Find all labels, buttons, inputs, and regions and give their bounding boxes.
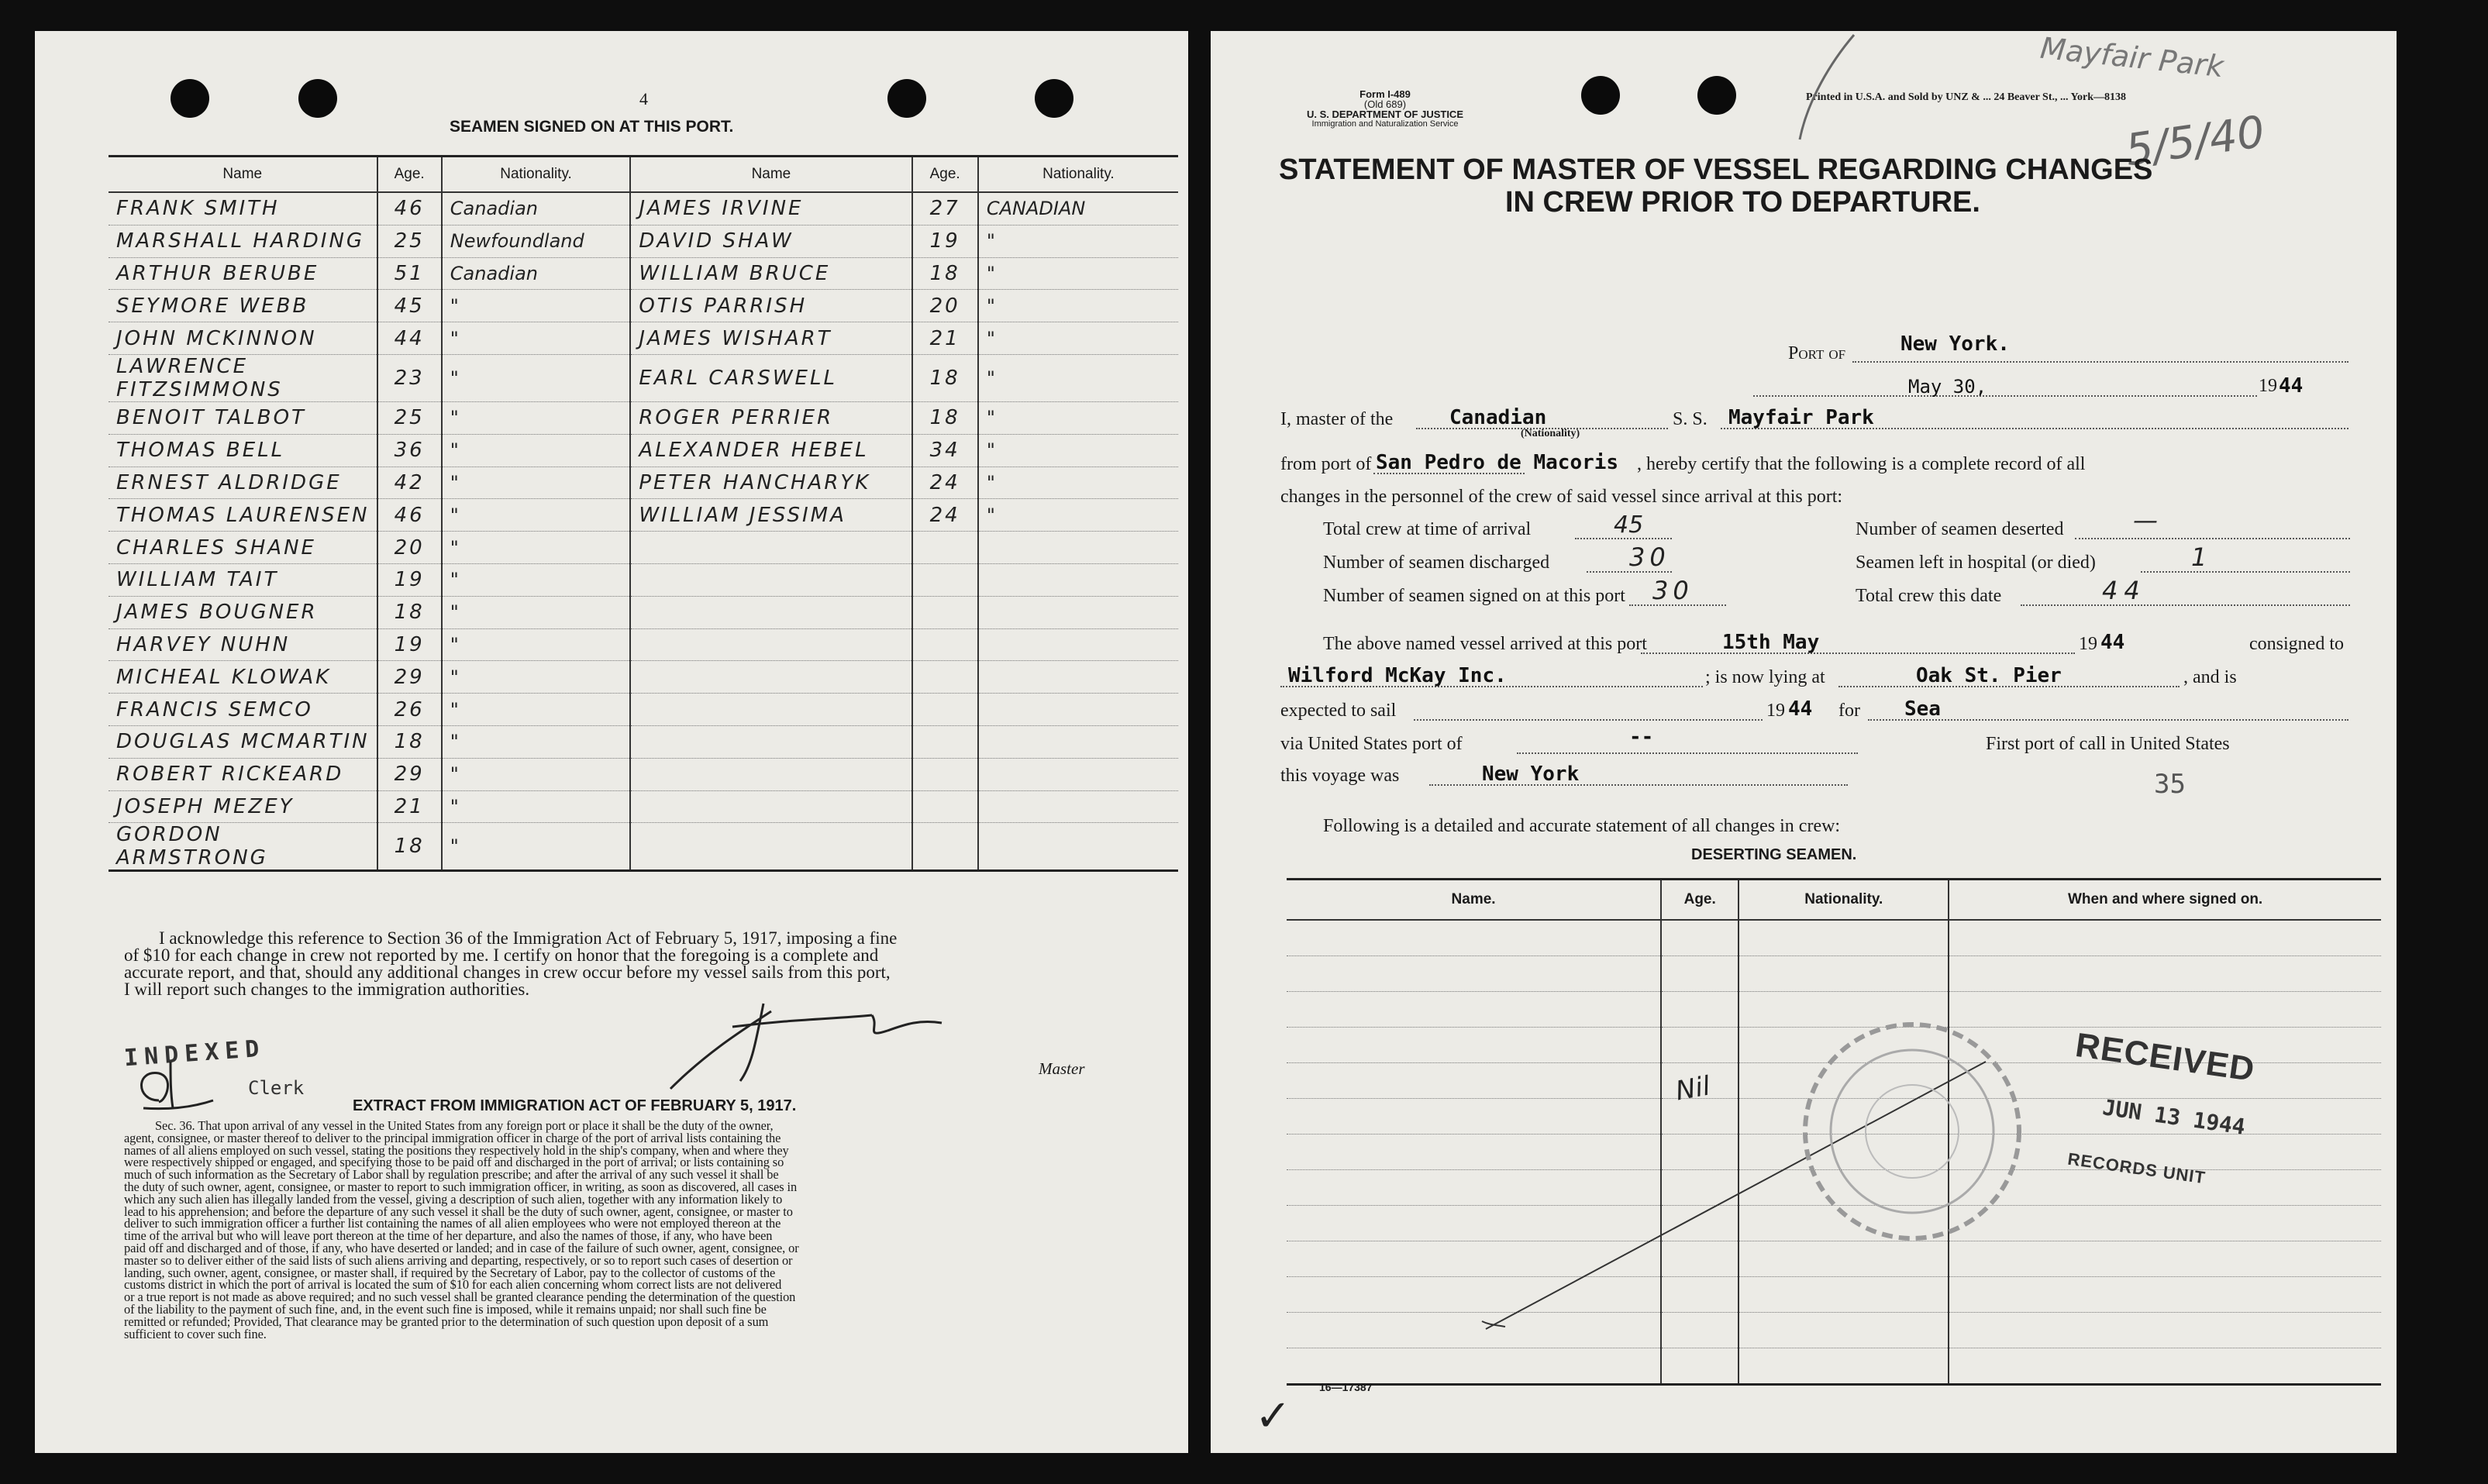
acknowledgement-line: I will report such changes to the immigration authorities. <box>124 980 530 999</box>
seaman-nationality: " <box>978 434 1178 467</box>
table-row <box>109 596 1178 628</box>
seaman-name: ARTHUR BERUBE <box>109 257 377 290</box>
section-36-text <box>124 1120 799 1340</box>
seaman-name: JAMES WISHART <box>630 322 911 355</box>
section-36-line: agent, consignee, or master thereof to deliver to the principal immigration officer in charge of the port of arrival lists containing the <box>124 1130 781 1145</box>
table-header-row <box>1287 880 2381 921</box>
seaman-name <box>630 758 911 790</box>
section-title: SEAMEN SIGNED ON AT THIS PORT. <box>450 118 734 136</box>
via-label: via United States port of <box>1280 734 1463 754</box>
signed-on-value: 30 <box>1652 576 1694 605</box>
service-label: Immigration and Naturalization Service <box>1311 119 1459 129</box>
nationality-value: Canadian <box>1449 406 1547 429</box>
seaman-nationality: " <box>978 401 1178 434</box>
deserted-label: Number of seamen deserted <box>1856 519 2064 539</box>
seaman-age: 51 <box>377 257 442 290</box>
handwritten-vessel-name: Mayfair Park <box>2038 31 2225 84</box>
seaman-nationality: Newfoundland <box>442 225 631 257</box>
voyage-value: New York <box>1482 763 1580 786</box>
discharged-value: 30 <box>1629 542 1670 572</box>
deserter-nationality <box>1738 956 1949 992</box>
year-prefix: 19 <box>2259 376 2277 396</box>
seaman-nationality: " <box>442 563 631 596</box>
seaman-nationality <box>978 758 1178 790</box>
table-row <box>109 354 1178 401</box>
seaman-age <box>912 823 978 871</box>
hospital-value: 1 <box>2191 542 2207 572</box>
total-date-label: Total crew this date <box>1856 586 2002 606</box>
deserter-signed-on <box>1949 956 2381 992</box>
seaman-nationality: " <box>442 467 631 499</box>
table-row <box>109 192 1178 225</box>
seaman-age: 18 <box>377 823 442 871</box>
table-row <box>1287 1348 2381 1385</box>
seaman-name: FRANK SMITH <box>109 192 377 225</box>
deserter-name <box>1287 956 1661 992</box>
check-mark: ✓ <box>1255 1393 1291 1441</box>
title-line-2: IN CREW PRIOR TO DEPARTURE. <box>1505 186 1980 219</box>
seaman-name: ERNEST ALDRIDGE <box>109 467 377 499</box>
seaman-name: JOSEPH MEZEY <box>109 790 377 823</box>
seaman-age: 24 <box>912 499 978 532</box>
seaman-age: 21 <box>377 790 442 823</box>
clerk-label: Clerk <box>248 1077 305 1099</box>
right-page <box>1211 31 2397 1453</box>
seaman-nationality: " <box>442 596 631 628</box>
first-call-label: First port of call in United States <box>1986 734 2230 754</box>
seaman-age <box>912 628 978 661</box>
department-label: U. S. DEPARTMENT OF JUSTICE <box>1307 108 1463 120</box>
seaman-age: 25 <box>377 401 442 434</box>
seaman-name: DAVID SHAW <box>630 225 911 257</box>
seaman-age: 21 <box>912 322 978 355</box>
seaman-age: 19 <box>377 563 442 596</box>
seaman-age: 18 <box>377 725 442 758</box>
nationality-caption: (Nationality) <box>1521 428 1580 439</box>
section-36-line: the duty of such owner, agent, consignee, or master to report to such immigration officer, in writing, as soon as discovered, all cases in <box>124 1179 798 1194</box>
seaman-name: OTIS PARRISH <box>630 290 911 322</box>
section-36-line: names of all aliens employed on such vessel, stating the positions they respectively hold in the ship's company, when and where they <box>124 1142 789 1158</box>
seaman-age <box>912 725 978 758</box>
received-stamp: RECEIVED <box>2073 1026 2258 1089</box>
column-header-age: Age. <box>1661 880 1738 921</box>
seaman-nationality: " <box>442 290 631 322</box>
deserted-value: — <box>2133 505 2158 535</box>
seaman-age: 46 <box>377 499 442 532</box>
seaman-age <box>912 694 978 726</box>
seaman-age <box>912 758 978 790</box>
section-36-line: remitted or refunded; Provided, That clearance may be granted prior to the determination of such question upon deposit of a sum <box>124 1314 769 1329</box>
seaman-nationality <box>978 725 1178 758</box>
seaman-nationality: CANADIAN <box>978 192 1178 225</box>
deserter-name <box>1287 1348 1661 1385</box>
arrived-year-prefix: 19 <box>2079 634 2097 654</box>
seaman-name: PETER HANCHARYK <box>630 467 911 499</box>
section-36-line: of the liability to the payment of such fine, and, in the event such fine is imposed, while it remains unpaid; nor shall such fine be <box>124 1301 767 1317</box>
seaman-name: WILLIAM BRUCE <box>630 257 911 290</box>
seamen-signed-on-table <box>109 155 1178 872</box>
arrived-year: 44 <box>2100 631 2125 654</box>
table-row <box>109 290 1178 322</box>
seaman-age: 19 <box>912 225 978 257</box>
page-number: 4 <box>639 89 648 108</box>
year-value: 44 <box>2279 374 2304 398</box>
from-port-label: from port of <box>1280 454 1372 474</box>
extract-title: EXTRACT FROM IMMIGRATION ACT OF FEBRUARY 5, 1917. <box>353 1097 797 1114</box>
seaman-age: 19 <box>377 628 442 661</box>
seaman-name <box>630 563 911 596</box>
section-36-line: landing, such owner, agent, consignee, or master shall, if required by the Secretary of Labor, pay to the collector of customs of the <box>124 1265 776 1280</box>
arrived-value: 15th May <box>1722 631 1820 654</box>
seaman-nationality: " <box>442 694 631 726</box>
seaman-name: JAMES IRVINE <box>630 192 911 225</box>
column-header-age: Age. <box>377 157 442 193</box>
seaman-name <box>630 823 911 871</box>
seaman-nationality: " <box>978 467 1178 499</box>
seaman-name: BENOIT TALBOT <box>109 401 377 434</box>
seaman-age: 20 <box>912 290 978 322</box>
vessel-name: Mayfair Park <box>1728 406 1874 429</box>
voyage-label: this voyage was <box>1280 766 1400 786</box>
table-row <box>109 225 1178 257</box>
seaman-age: 24 <box>912 467 978 499</box>
master-signature <box>639 996 1073 1104</box>
table-row <box>109 563 1178 596</box>
via-value: -- <box>1629 725 1654 749</box>
seaman-name: WILLIAM JESSIMA <box>630 499 911 532</box>
table-row <box>109 661 1178 694</box>
title-line-1: STATEMENT OF MASTER OF VESSEL REGARDING CHANGES <box>1279 153 2153 186</box>
hospital-label: Seamen left in hospital (or died) <box>1856 553 2096 573</box>
certify-text: , hereby certify that the following is a complete record of all <box>1637 454 2086 474</box>
seaman-name: HARVEY NUHN <box>109 628 377 661</box>
seaman-nationality <box>978 694 1178 726</box>
section-36-line: customs district in which the port of arrival is located the sum of $10 for each alien concerning whom correct lists are not delivered <box>124 1277 782 1293</box>
stamped-number: 35 <box>2154 769 2186 800</box>
expected-year: 44 <box>1788 697 1813 721</box>
following-text: Following is a detailed and accurate statement of all changes in crew: <box>1323 816 1841 836</box>
seaman-nationality <box>978 823 1178 871</box>
seaman-nationality <box>978 563 1178 596</box>
column-header-name: Name <box>630 157 911 193</box>
seaman-name: JAMES BOUGNER <box>109 596 377 628</box>
seaman-nationality: " <box>978 499 1178 532</box>
seaman-age <box>912 596 978 628</box>
arrived-label: The above named vessel arrived at this port <box>1323 634 1647 654</box>
deserter-nationality <box>1738 1348 1949 1385</box>
seaman-name <box>630 628 911 661</box>
seaman-age: 18 <box>912 257 978 290</box>
deserting-title: DESERTING SEAMEN. <box>1691 846 1857 863</box>
deserter-age <box>1661 920 1738 956</box>
seaman-age: 18 <box>377 596 442 628</box>
punch-hole <box>1581 76 1620 115</box>
seaman-nationality: " <box>442 434 631 467</box>
seaman-age: 44 <box>377 322 442 355</box>
seaman-nationality: " <box>978 354 1178 401</box>
master-label: Master <box>1039 1059 1085 1078</box>
form-print-number: 16—17387 <box>1319 1381 1373 1393</box>
seaman-nationality: " <box>978 257 1178 290</box>
handwritten-date: 5/5/40 <box>2122 106 2268 177</box>
deserter-age <box>1661 956 1738 992</box>
section-36-line: master so to deliver either of the said lists of such aliens arriving and departing, respectively, or so to report such cases of desertion or <box>124 1252 793 1268</box>
seaman-nationality: " <box>442 823 631 871</box>
table-row <box>109 322 1178 355</box>
seaman-age <box>912 661 978 694</box>
clerk-initial <box>128 1054 221 1116</box>
seaman-age: 25 <box>377 225 442 257</box>
table-row <box>109 499 1178 532</box>
seaman-nationality: Canadian <box>442 257 631 290</box>
seaman-name <box>630 661 911 694</box>
seaman-nationality: " <box>442 661 631 694</box>
table-row <box>109 823 1178 871</box>
seaman-age: 36 <box>377 434 442 467</box>
seaman-age: 45 <box>377 290 442 322</box>
form-old-number: (Old 689) <box>1363 98 1407 110</box>
seaman-nationality <box>978 596 1178 628</box>
acknowledgement-line: accurate report, and that, should any additional changes in crew occur before my vessel sails from this port, <box>124 962 891 982</box>
signed-on-label: Number of seamen signed on at this port <box>1323 586 1625 606</box>
seaman-nationality: " <box>442 499 631 532</box>
punch-hole <box>1035 79 1073 118</box>
punch-hole <box>298 79 337 118</box>
seaman-age <box>912 790 978 823</box>
seaman-name: MARSHALL HARDING <box>109 225 377 257</box>
left-page <box>35 31 1188 1453</box>
seaman-nationality: " <box>978 225 1178 257</box>
seaman-nationality: Canadian <box>442 192 631 225</box>
seaman-age <box>912 563 978 596</box>
seaman-nationality: " <box>442 322 631 355</box>
table-header-row <box>109 157 1178 193</box>
seaman-nationality: " <box>442 758 631 790</box>
table-row <box>1287 956 2381 992</box>
seaman-nationality: " <box>442 354 631 401</box>
seaman-age: 29 <box>377 661 442 694</box>
seaman-name: LAWRENCE FITZSIMMONS <box>109 354 377 401</box>
postmark-stamp <box>1796 1015 2028 1248</box>
seaman-age: 23 <box>377 354 442 401</box>
table-row <box>109 401 1178 434</box>
seaman-nationality: " <box>442 628 631 661</box>
seaman-name: THOMAS LAURENSEN <box>109 499 377 532</box>
section-36-line: which any such alien has illegally landed from the vessel, giving a description of such alien, together with any information likely to <box>124 1191 783 1207</box>
punch-hole <box>1697 76 1736 115</box>
received-date: JUN 13 1944 <box>2100 1094 2247 1140</box>
seaman-nationality <box>978 532 1178 564</box>
seaman-name <box>630 790 911 823</box>
section-36-line: much of such information as the Secretary of Labor shall by regulation prescribe; and after the arrival of any such vessel it shall be <box>124 1167 779 1183</box>
pencil-stroke <box>1784 31 1877 155</box>
table-row <box>109 628 1178 661</box>
port-label: Port of <box>1788 343 1846 363</box>
table-row <box>1287 920 2381 956</box>
table-row <box>109 467 1178 499</box>
printer-note: Printed in U.S.A. and Sold by UNZ & ... 24 Beaver St., ... York—8138 <box>1806 91 2127 103</box>
seaman-age: 27 <box>912 192 978 225</box>
seaman-age: 46 <box>377 192 442 225</box>
discharged-label: Number of seamen discharged <box>1323 553 1550 573</box>
seaman-name: ROGER PERRIER <box>630 401 911 434</box>
seaman-nationality <box>978 628 1178 661</box>
table-row <box>109 790 1178 823</box>
seaman-nationality: " <box>442 790 631 823</box>
column-header-age: Age. <box>912 157 978 193</box>
consigned-label: consigned to <box>2249 634 2344 654</box>
seaman-name <box>630 694 911 726</box>
seaman-age: 42 <box>377 467 442 499</box>
section-36-line: deliver to such immigration officer a further list containing the names of all alien employees who were not employed thereon at the <box>124 1216 781 1231</box>
table-row <box>109 257 1178 290</box>
seaman-name: EARL CARSWELL <box>630 354 911 401</box>
total-date-value: 44 <box>2102 576 2146 605</box>
total-arrival-value: 45 <box>1614 511 1644 539</box>
seaman-nationality: " <box>978 322 1178 355</box>
seaman-name: FRANCIS SEMCO <box>109 694 377 726</box>
seaman-name: DOUGLAS MCMARTIN <box>109 725 377 758</box>
seaman-name: GORDON ARMSTRONG <box>109 823 377 871</box>
acknowledgement-line: I acknowledge this reference to Section 36 of the Immigration Act of February 5, 1917, imposing a fine <box>159 928 898 948</box>
seaman-nationality: " <box>442 532 631 564</box>
section-36-line: or a true report is not made as above required; and no such vessel shall be granted clearance pending the determination of the question <box>124 1289 796 1305</box>
column-header-nationality: Nationality. <box>1738 880 1949 921</box>
punch-hole <box>171 79 209 118</box>
seaman-nationality: " <box>442 725 631 758</box>
section-36-line: paid off and discharged and of those, if any, who have deserted or landed; and in case of the failure of such owner, agent, consignee, or <box>124 1240 799 1255</box>
seaman-age <box>912 532 978 564</box>
seaman-name <box>630 725 911 758</box>
seamen-table-body <box>109 192 1178 871</box>
table-row <box>109 694 1178 726</box>
punch-hole <box>887 79 926 118</box>
deserter-signed-on <box>1949 920 2381 956</box>
acknowledgement <box>124 930 897 998</box>
section-36-line: were respectively shipped or engaged, and specifying those to be paid off and discharged in the port of arrival; or lists containing so <box>124 1155 784 1170</box>
column-header-name: Name <box>109 157 377 193</box>
section-36-line: Sec. 36. That upon arrival of any vessel in the United States from any foreign port or place it shall be the duty of the owner, <box>155 1118 774 1133</box>
nil-mark: Nil <box>1673 1070 1713 1107</box>
table-row <box>109 532 1178 564</box>
changes-text: changes in the personnel of the crew of said vessel since arrival at this port: <box>1280 487 1843 507</box>
section-36-line: time of the arrival but who will leave port thereon at the time of her departure, and also the names of those, if any, who have been <box>124 1228 773 1244</box>
seaman-name: MICHEAL KLOWAK <box>109 661 377 694</box>
column-header-signed-on: When and where signed on. <box>1949 880 2381 921</box>
destination-value: Sea <box>1904 697 1941 721</box>
seaman-nationality: " <box>978 290 1178 322</box>
total-arrival-label: Total crew at time of arrival <box>1323 519 1532 539</box>
column-header-name: Name. <box>1287 880 1661 921</box>
deserter-name <box>1287 920 1661 956</box>
seaman-age: 18 <box>912 401 978 434</box>
column-header-nationality: Nationality. <box>442 157 631 193</box>
seaman-age: 34 <box>912 434 978 467</box>
records-unit-stamp: RECORDS UNIT <box>2066 1148 2207 1188</box>
seaman-name <box>630 596 911 628</box>
section-36-line: sufficient to cover such fine. <box>124 1326 267 1341</box>
and-is-label: , and is <box>2183 667 2237 687</box>
lying-value: Oak St. Pier <box>1916 664 2062 687</box>
table-row <box>109 725 1178 758</box>
form-number-label: Form I-489 <box>1359 88 1411 100</box>
section-36-line: lead to his apprehension; and before the departure of any such vessel it shall be the duty of such owner, agent, consignee, or master to <box>124 1203 793 1219</box>
acknowledgement-line: of $10 for each change in crew not reported by me. I certify on honor that the foregoing is a complete and <box>124 945 879 965</box>
consignee-value: Wilford McKay Inc. <box>1288 664 1507 687</box>
for-label: for <box>1838 701 1860 721</box>
seaman-name: ROBERT RICKEARD <box>109 758 377 790</box>
seaman-age: 18 <box>912 354 978 401</box>
form-header <box>1265 89 1505 129</box>
seaman-name: JOHN MCKINNON <box>109 322 377 355</box>
seaman-age: 20 <box>377 532 442 564</box>
expected-label: expected to sail <box>1280 701 1397 721</box>
ss-label: S. S. <box>1673 409 1707 429</box>
deserter-signed-on <box>1949 1348 2381 1385</box>
seaman-nationality <box>978 790 1178 823</box>
seaman-name: SEYMORE WEBB <box>109 290 377 322</box>
expected-year-prefix: 19 <box>1766 701 1785 721</box>
seaman-nationality <box>978 661 1178 694</box>
port-value: New York. <box>1900 332 2010 356</box>
deserter-nationality <box>1738 920 1949 956</box>
from-port-value: San Pedro de Macoris <box>1376 451 1619 474</box>
seaman-name: THOMAS BELL <box>109 434 377 467</box>
master-of-the-label: I, master of the <box>1280 409 1394 429</box>
column-header-nationality: Nationality. <box>978 157 1178 193</box>
seaman-name: CHARLES SHANE <box>109 532 377 564</box>
deserter-age <box>1661 1348 1738 1385</box>
lying-label: ; is now lying at <box>1705 667 1825 687</box>
table-row <box>109 434 1178 467</box>
seaman-age: 29 <box>377 758 442 790</box>
seaman-name <box>630 532 911 564</box>
seaman-nationality: " <box>442 401 631 434</box>
seaman-age: 26 <box>377 694 442 726</box>
date-value: May 30, <box>1908 376 1987 398</box>
indexed-stamp: INDEXED <box>123 1035 267 1073</box>
seaman-name: WILLIAM TAIT <box>109 563 377 596</box>
table-row <box>109 758 1178 790</box>
seaman-name: ALEXANDER HEBEL <box>630 434 911 467</box>
